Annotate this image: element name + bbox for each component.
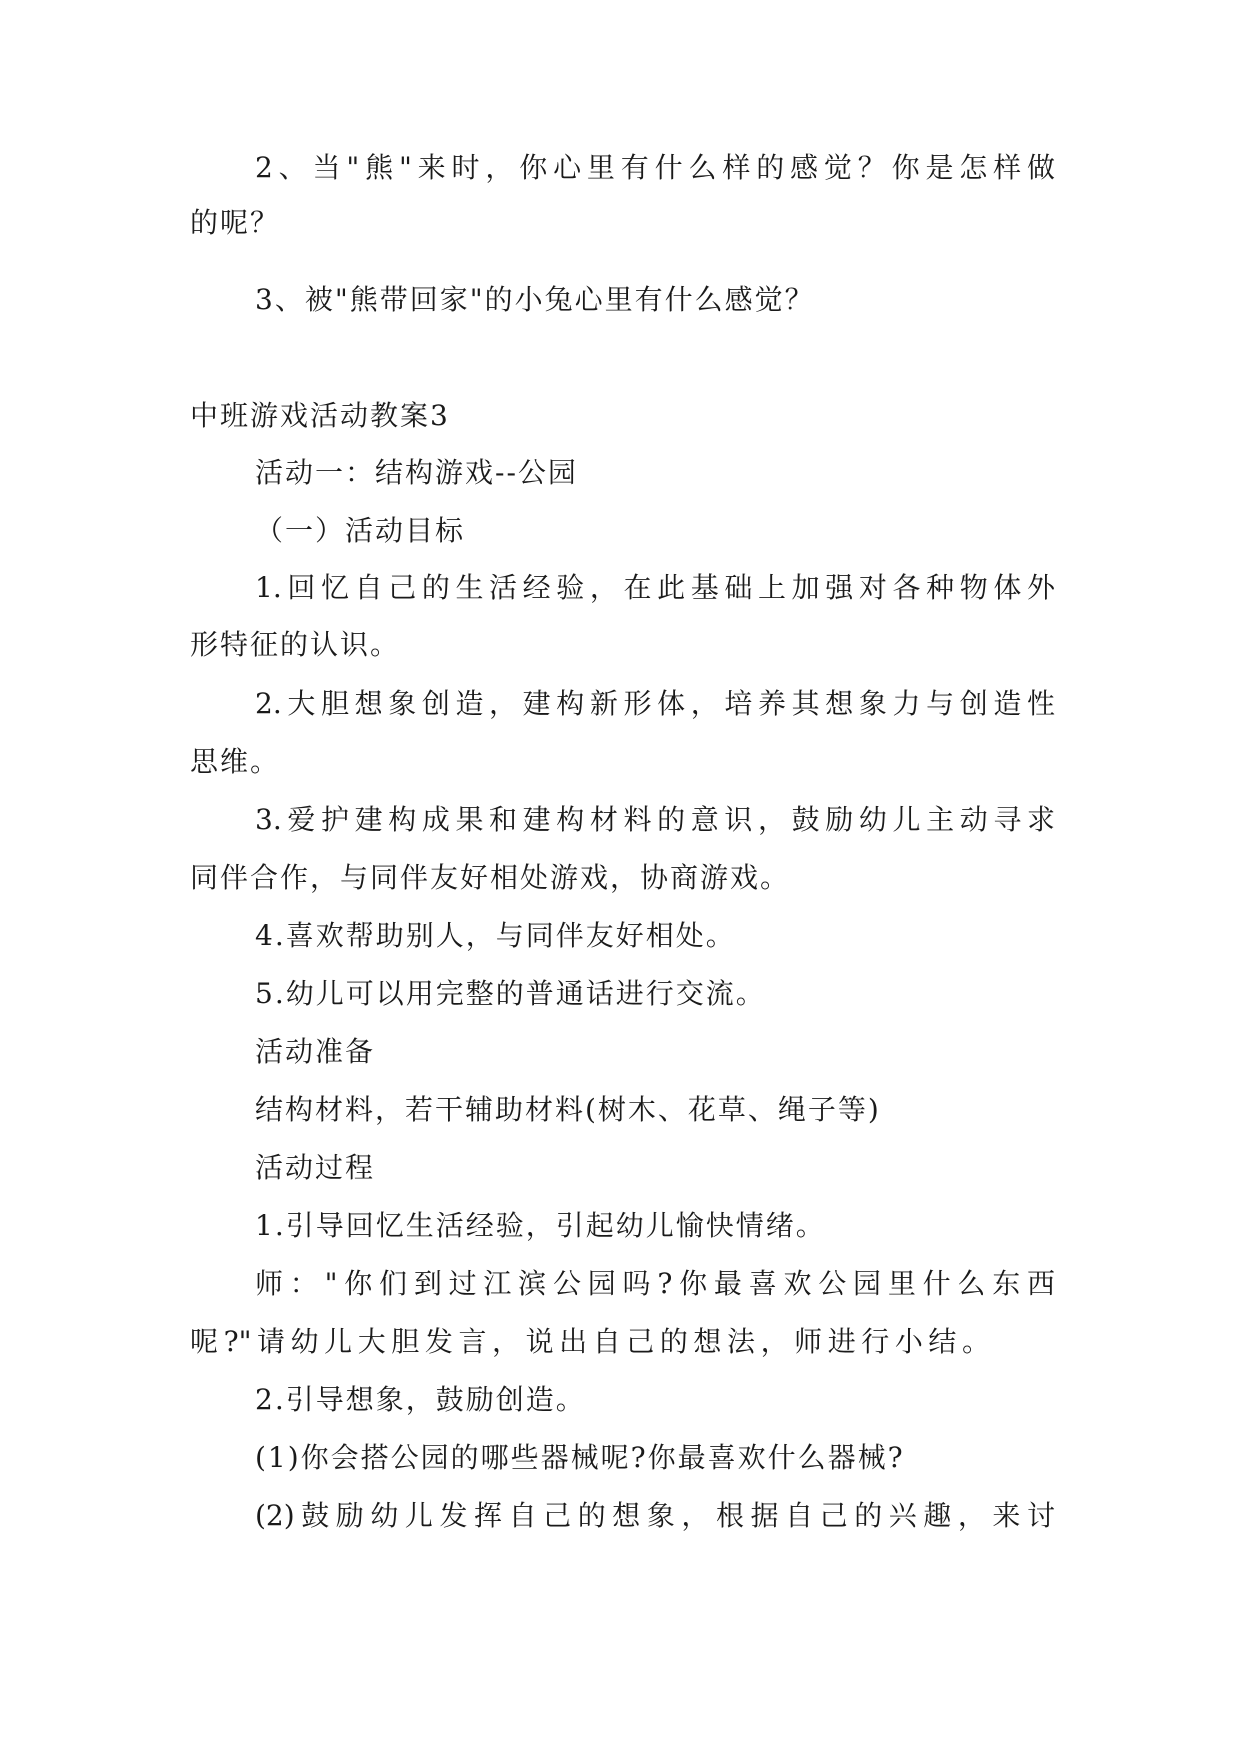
- process-step-1: 1.引导回忆生活经验，引起幼儿愉快情绪。: [255, 1209, 826, 1242]
- goal-1-line-1: 1.回忆自己的生活经验，在此基础上加强对各种物体外: [255, 571, 1055, 604]
- goal-4: 4.喜欢帮助别人，与同伴友好相处。: [255, 919, 736, 952]
- goal-2-line-1: 2.大胆想象创造，建构新形体，培养其想象力与创造性: [255, 687, 1055, 720]
- goals-heading: （一）活动目标: [255, 514, 466, 547]
- activity-heading: 活动一：结构游戏--公园: [255, 456, 578, 489]
- question-3: 3、被"熊带回家"的小兔心里有什么感觉？: [255, 283, 815, 316]
- process-step-2: 2.引导想象，鼓励创造。: [255, 1383, 586, 1416]
- process-heading: 活动过程: [255, 1151, 376, 1184]
- question-2-line-1: 2、当"熊"来时，你心里有什么样的感觉？你是怎样做: [255, 151, 1055, 184]
- goal-2-line-2: 思维。: [190, 745, 281, 778]
- process-step-2-item-2: (2)鼓励幼儿发挥自己的想象，根据自己的兴趣，来讨: [255, 1499, 1055, 1532]
- preparation-materials: 结构材料，若干辅助材料(树木、花草、绳子等): [255, 1093, 881, 1126]
- goal-1-line-2: 形特征的认识。: [190, 628, 401, 661]
- section-title: 中班游戏活动教案3: [190, 399, 450, 432]
- goal-3-line-1: 3.爱护建构成果和建构材料的意识，鼓励幼儿主动寻求: [255, 803, 1055, 836]
- goal-5: 5.幼儿可以用完整的普通话进行交流。: [255, 977, 766, 1010]
- question-2-line-2: 的呢？: [190, 206, 281, 239]
- teacher-question-line-2: 呢?"请幼儿大胆发言，说出自己的想法，师进行小结。: [190, 1325, 990, 1358]
- teacher-question-line-1: 师："你们到过江滨公园吗?你最喜欢公园里什么东西: [255, 1267, 1055, 1300]
- process-step-2-item-1: (1)你会搭公园的哪些器械呢?你最喜欢什么器械?: [255, 1441, 905, 1474]
- goal-3-line-2: 同伴合作，与同伴友好相处游戏，协商游戏。: [190, 861, 791, 894]
- preparation-heading: 活动准备: [255, 1035, 376, 1068]
